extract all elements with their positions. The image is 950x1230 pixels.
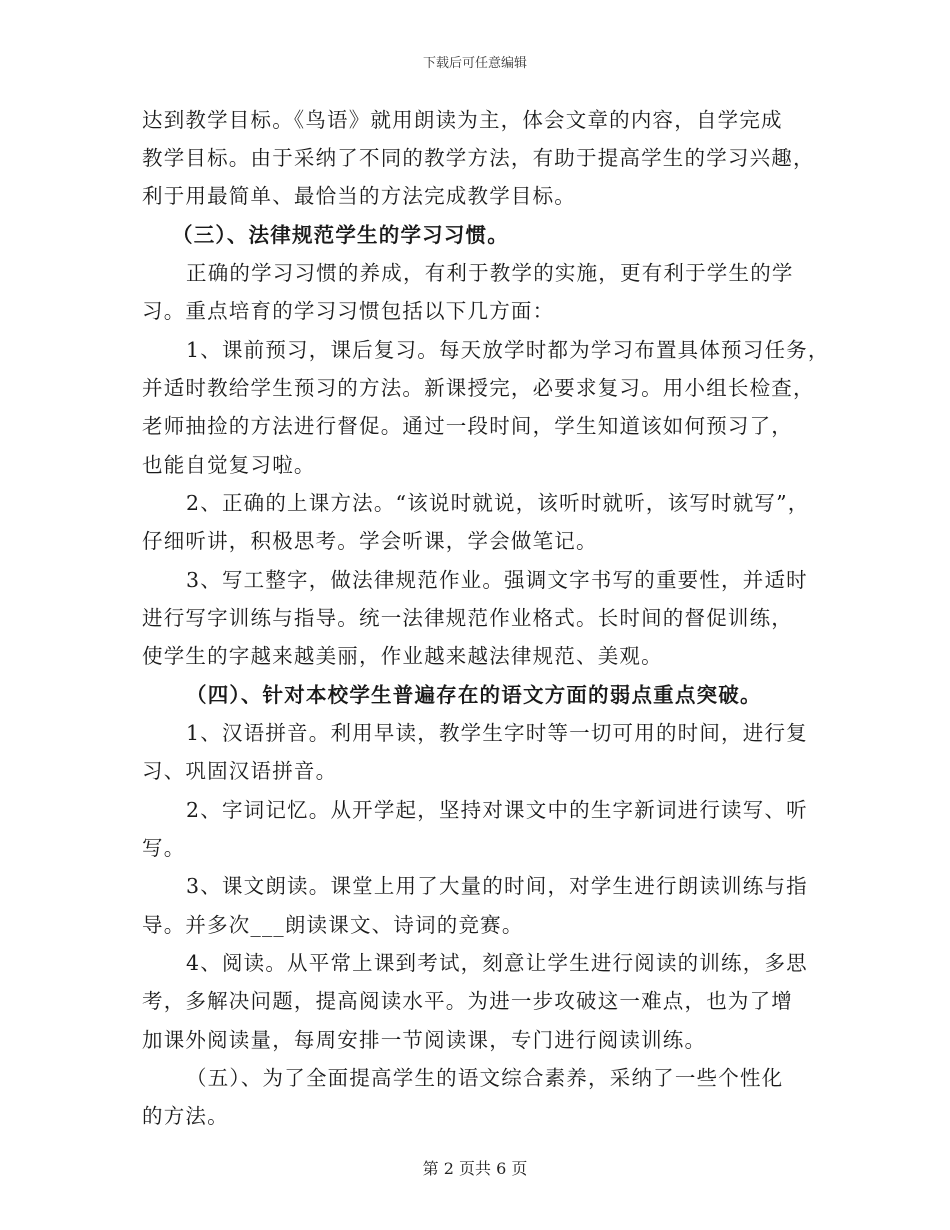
- paragraph-line: 进行写字训练与指导。统一法律规范作业格式。长时间的督促训练，: [142, 606, 793, 630]
- paragraph-line: 4、阅读。从平常上课到考试，刻意让学生进行阅读的训练，多思: [186, 951, 808, 975]
- paragraph-line: 1、课前预习，课后复习。每天放学时都为学习布置具体预习任务，: [186, 338, 830, 362]
- paragraph-line: 习、巩固汉语拼音。: [142, 759, 338, 783]
- paragraph-line: 写。: [142, 836, 186, 860]
- section-heading: （四）、针对本校学生普遍存在的语文方面的弱点重点突破。: [186, 683, 762, 707]
- paragraph-line: 也能自觉复习啦。: [142, 453, 316, 477]
- paragraph-line: 正确的学习习惯的养成，有利于教学的实施，更有利于学生的学: [186, 261, 794, 285]
- paragraph-line: 的方法。: [142, 1104, 229, 1128]
- paragraph-line: 利于用最简单、最恰当的方法完成教学目标。: [142, 184, 576, 208]
- paragraph-line: 老师抽捡的方法进行督促。通过一段时间，学生知道该如何预习了，: [142, 414, 793, 438]
- paragraph-line: 3、写工整字，做法律规范作业。强调文字书写的重要性，并适时: [186, 568, 808, 592]
- page-number-footer: 第 2 页共 6 页: [422, 1159, 528, 1178]
- paragraph-line: 习。重点培育的学习习惯包括以下几方面：: [142, 299, 555, 323]
- paragraph-line: 教学目标。由于采纳了不同的教学方法，有助于提高学生的学习兴趣，: [142, 146, 815, 170]
- paragraph-line: 2、字词记忆。从开学起，坚持对课文中的生字新词进行读写、听: [186, 798, 808, 822]
- paragraph-line: （五）、为了全面提高学生的语文综合素养，采纳了一些个性化: [186, 1066, 784, 1090]
- paragraph-line: 导。并多次___朗读课文、诗词的竞赛。: [142, 913, 524, 937]
- paragraph-line: 并适时教给学生预习的方法。新课授完，必要求复习。用小组长检查，: [142, 376, 815, 400]
- page-header: 下载后可任意编辑: [422, 56, 527, 71]
- paragraph-line: 加课外阅读量，每周安排一节阅读课，专门进行阅读训练。: [142, 1028, 707, 1052]
- paragraph-line: 使学生的字越来越美丽，作业越来越法律规范、美观。: [142, 644, 663, 668]
- paragraph-line: 考，多解决问题，提高阅读水平。为进一步攻破这一难点，也为了增: [142, 989, 793, 1013]
- paragraph-line: 1、汉语拼音。利用早读，教学生字时等一切可用的时间，进行复: [186, 721, 808, 745]
- paragraph-line: 2、正确的上课方法。“该说时就说，该听时就听，该写时就写”，: [186, 491, 810, 515]
- section-heading: （三）、法律规范学生的学习习惯。: [172, 223, 509, 247]
- paragraph-line: 仔细听讲，积极思考。学会听课，学会做笔记。: [142, 529, 598, 553]
- paragraph-line: 3、课文朗读。课堂上用了大量的时间，对学生进行朗读训练与指: [186, 874, 808, 898]
- paragraph-line: 达到教学目标。《鸟语》就用朗读为主，体会文章的内容，自学完成: [142, 108, 783, 132]
